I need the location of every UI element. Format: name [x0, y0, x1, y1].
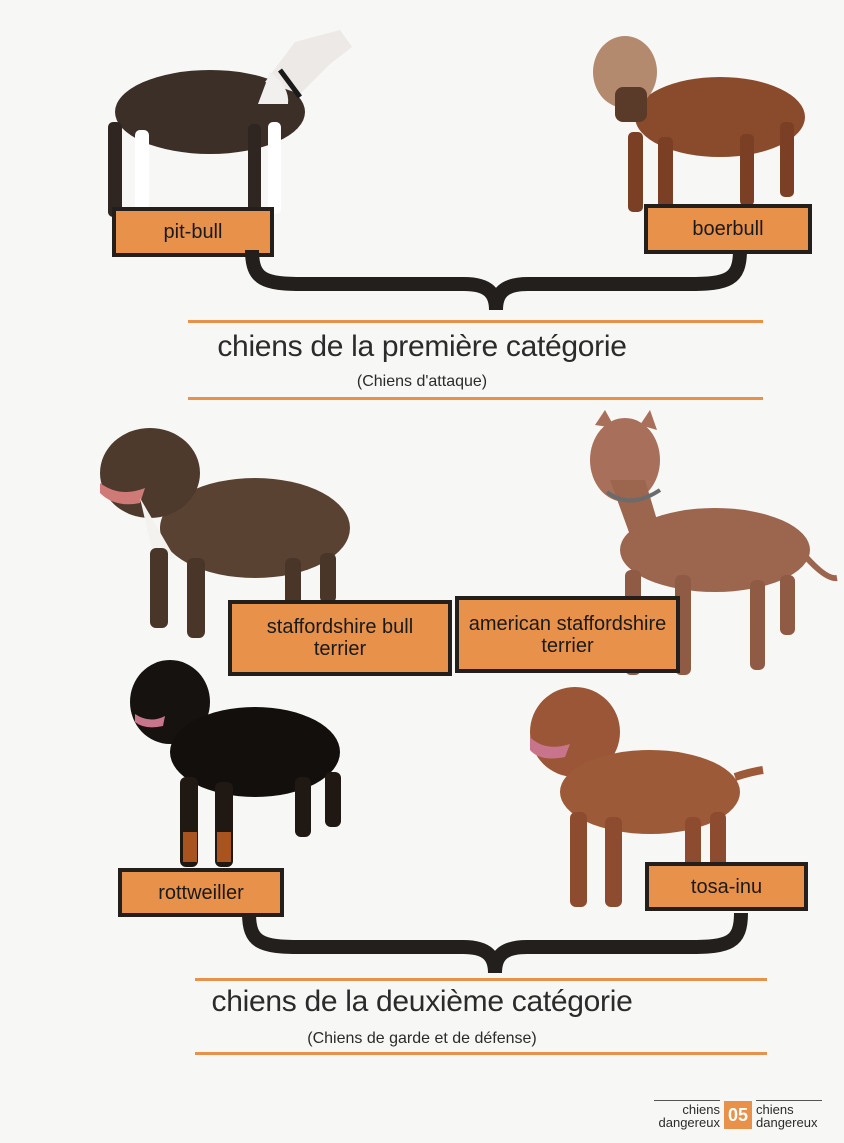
category2-title: chiens de la deuxième catégorie	[211, 985, 633, 1018]
staffordshire-bull-terrier-label: staffordshire bull terrier	[228, 600, 452, 676]
category1-brace	[244, 250, 748, 312]
page-footer	[654, 1100, 822, 1129]
footer-right-text: chiens dangereux	[756, 1100, 822, 1129]
american-staffordshire-terrier-label: american staffordshire terrier	[455, 596, 680, 673]
category1-subtitle: (Chiens d'attaque)	[356, 373, 488, 390]
tosa-inu-label: tosa-inu	[645, 862, 808, 911]
pit-bull-dog-image	[90, 12, 355, 227]
category2-rule-top	[195, 978, 767, 981]
boerbull-dog-image	[580, 22, 820, 217]
pit-bull-label: pit-bull	[112, 207, 274, 257]
page-number: 05	[724, 1101, 752, 1129]
category1-rule-bottom	[188, 397, 763, 400]
category2-brace	[241, 913, 749, 975]
rottweiller-label: rottweiller	[118, 868, 284, 917]
footer-left-text: chiens dangereux	[654, 1100, 720, 1129]
boerbull-label: boerbull	[644, 204, 812, 254]
rottweiller-dog-image	[125, 652, 353, 870]
category1-title: chiens de la première catégorie	[217, 330, 627, 363]
category1-rule-top	[188, 320, 763, 323]
category2-rule-bottom	[195, 1052, 767, 1055]
category2-subtitle: (Chiens de garde et de défense)	[307, 1030, 537, 1047]
